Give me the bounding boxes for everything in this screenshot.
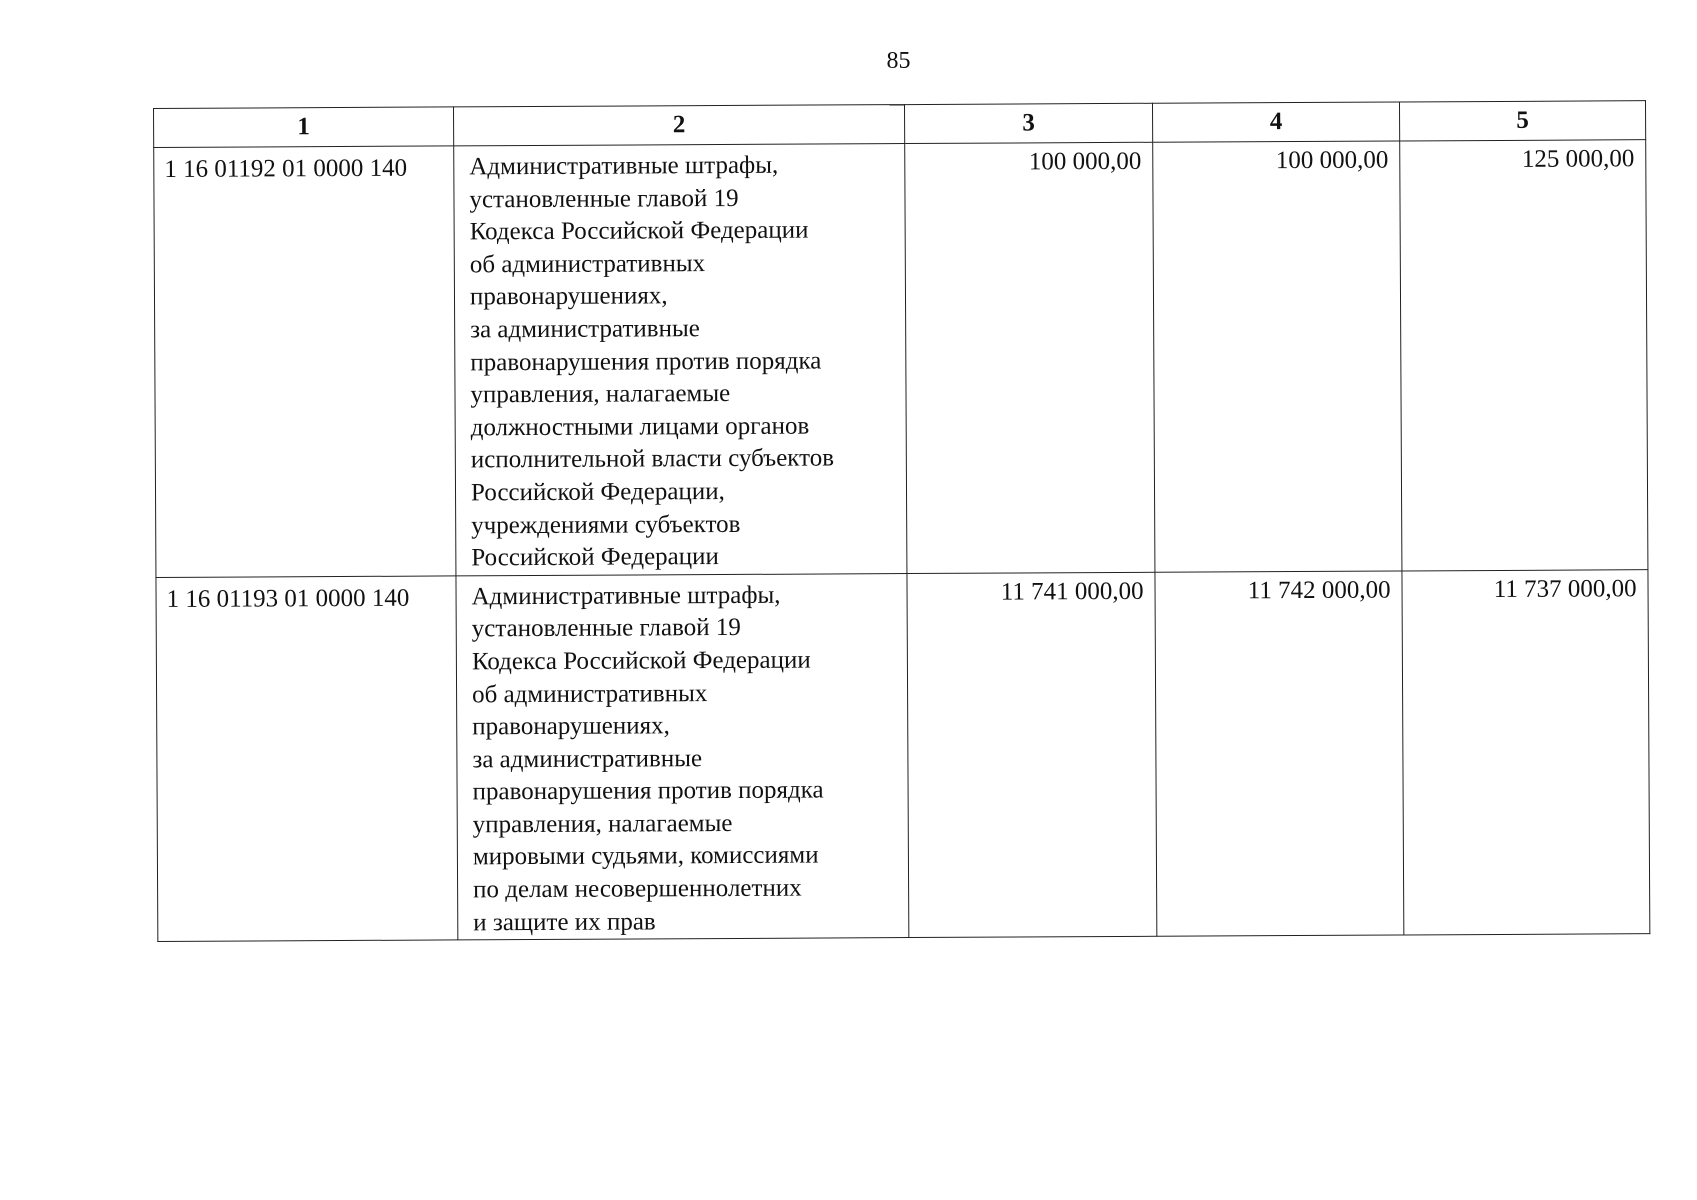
column-header-2: 2 (453, 105, 904, 146)
revenue-name-line: Административные штрафы, (469, 151, 779, 181)
amount-cell-col-5: 11 737 000,00 (1402, 569, 1650, 935)
revenue-name-line: за административные (472, 744, 703, 774)
column-header-1: 1 (154, 107, 454, 148)
budget-code-cell: 1 16 01193 01 0000 140 (156, 576, 458, 942)
column-header-3: 3 (904, 103, 1152, 143)
revenue-name-line: должностными лицами органов (470, 412, 810, 442)
column-header-5: 5 (1399, 101, 1645, 141)
table-body (154, 140, 1650, 942)
page-number: 85 (886, 48, 911, 74)
revenue-name-line: об административных (469, 249, 706, 279)
budget-table (153, 100, 1650, 942)
amount-cell-col-5: 125 000,00 (1400, 140, 1648, 571)
column-header-4: 4 (1152, 102, 1399, 142)
revenue-name-line: по делам несовершеннолетних (473, 874, 802, 904)
amount-cell-col-3: 100 000,00 (905, 142, 1155, 573)
revenue-name-line: и защите их прав (473, 908, 656, 936)
revenue-name-line: правонарушениях, (469, 282, 668, 311)
amount-cell-col-4: 11 742 000,00 (1155, 571, 1404, 937)
amount-cell-col-4: 100 000,00 (1153, 141, 1402, 572)
revenue-name-line: Кодекса Российской Федерации (471, 646, 811, 676)
revenue-name-line: управления, налагаемые (472, 809, 733, 839)
revenue-name-line: правонарушения против порядка (470, 347, 822, 376)
revenue-name-line: учреждениями субъектов (471, 510, 741, 539)
budget-code-cell: 1 16 01192 01 0000 140 (154, 146, 456, 577)
revenue-name-line: Российской Федерации (471, 543, 719, 572)
revenue-name-cell (454, 144, 907, 576)
revenue-name-line: исполнительной власти субъектов (470, 444, 835, 474)
revenue-name-line: правонарушениях, (472, 712, 670, 741)
revenue-name-line: об административных (472, 679, 708, 708)
amount-cell-col-3: 11 741 000,00 (907, 572, 1157, 938)
revenue-name-cell (456, 573, 909, 940)
table-row (156, 569, 1650, 941)
revenue-name-line: мировыми судьями, комиссиями (472, 841, 819, 871)
revenue-name-line: Кодекса Российской Федерации (469, 216, 809, 246)
revenue-name-line: правонарушения против порядка (472, 776, 824, 806)
revenue-name-line: установленные главой 19 (471, 614, 741, 643)
revenue-name-line: установленные главой 19 (469, 184, 739, 213)
revenue-name-line: Административные штрафы, (471, 581, 781, 611)
revenue-name-line: управления, налагаемые (470, 380, 731, 409)
table-row (154, 140, 1648, 578)
revenue-name-line: Российской Федерации, (470, 477, 725, 507)
revenue-name-line: за административные (470, 315, 700, 344)
